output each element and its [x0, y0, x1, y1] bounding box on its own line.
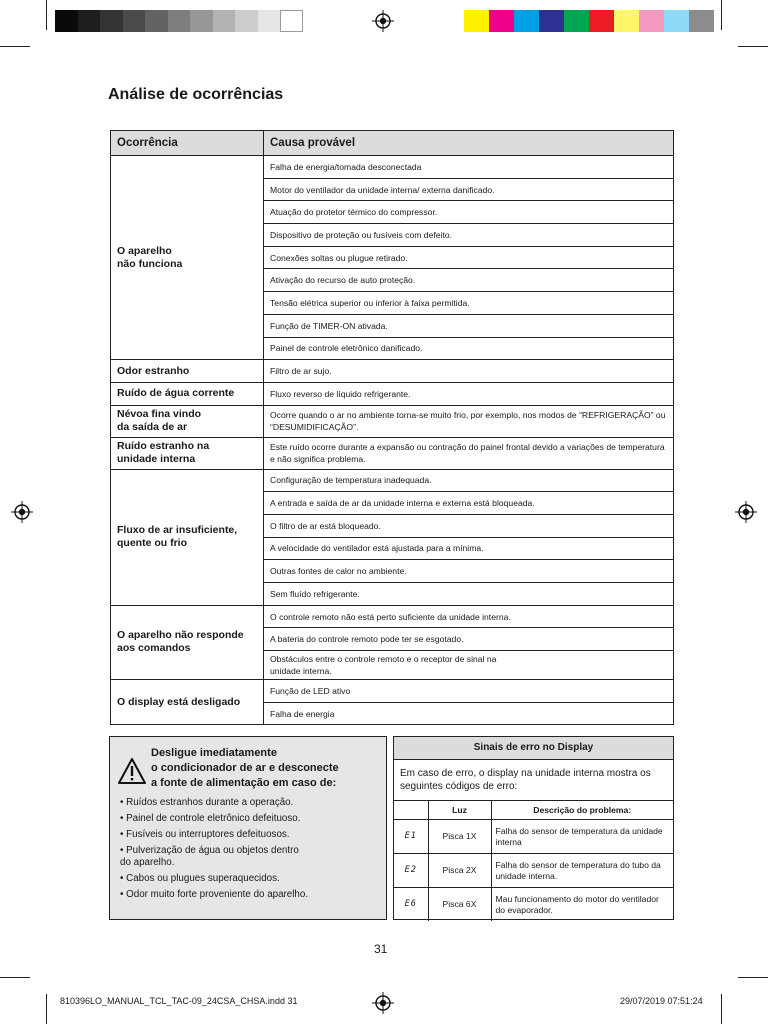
- warning-item: • Odor muito forte proveniente do aparelho.: [120, 889, 309, 900]
- occurrence-cell: Odor estranho: [111, 360, 264, 383]
- process-swatch: [489, 10, 514, 32]
- registration-mark-icon: [11, 501, 33, 523]
- cause-cell: Este ruído ocorre durante a expansão ou contração do painel frontal devido a variações de temperatura e não significa problema.: [264, 437, 674, 469]
- table-row: [111, 156, 674, 179]
- occurrence-cell: Ruído estranho na unidade interna: [111, 437, 264, 469]
- cause-cell: Função de TIMER-ON ativada.: [264, 314, 674, 337]
- cause-cell: Filtro de ar sujo.: [264, 360, 674, 383]
- process-swatch: [639, 10, 664, 32]
- cause-cell: Conexões soltas ou plugue retirado.: [264, 246, 674, 269]
- warning-item: • Painel de controle eletrônico defeituoso.: [120, 813, 301, 824]
- occurrence-cell: Fluxo de ar insuficiente, quente ou frio: [111, 469, 264, 605]
- occurrence-cell: O aparelho não responde aos comandos: [111, 605, 264, 679]
- error-code: E2: [394, 854, 428, 888]
- description-column-header: Descrição do problema:: [491, 801, 673, 820]
- cause-cell: Sem fluído refrigerante.: [264, 583, 674, 606]
- gray-swatch: [168, 10, 191, 32]
- light-column-header: Luz: [428, 801, 491, 820]
- cause-cell: A bateria do controle remoto pode ter se esgotado.: [264, 628, 674, 651]
- crop-mark: [0, 977, 30, 978]
- gray-swatch: [100, 10, 123, 32]
- occurrence-cell: O display está desligado: [111, 680, 264, 725]
- error-signals-box: [393, 736, 674, 920]
- error-code: E6: [394, 888, 428, 922]
- error-light: Pisca 2X: [428, 854, 491, 888]
- cause-cell: Fluxo reverso de líquido refrigerante.: [264, 382, 674, 405]
- cause-cell: A entrada e saída de ar da unidade interna e externa está bloqueada.: [264, 492, 674, 515]
- cause-cell: O controle remoto não está perto suficiente da unidade interna.: [264, 605, 674, 628]
- cause-cell: Configuração de temperatura inadequada.: [264, 469, 674, 492]
- cause-cell: Outras fontes de calor no ambiente.: [264, 560, 674, 583]
- cause-cell: Painel de controle eletrônico danificado.: [264, 337, 674, 360]
- table-row: [111, 405, 674, 437]
- crop-mark: [0, 46, 30, 47]
- error-light: Pisca 6X: [428, 888, 491, 922]
- warning-item: • Pulverização de água ou objetos dentro do aparelho.: [120, 845, 299, 868]
- cause-cell: Dispositivo de proteção ou fusíveis com defeito.: [264, 224, 674, 247]
- error-signals-title: Sinais de erro no Display: [394, 737, 673, 760]
- table-row: [111, 382, 674, 405]
- error-code-row: [394, 888, 673, 922]
- column-header-occurrence: Ocorrência: [111, 131, 264, 156]
- error-codes-table: [394, 800, 673, 921]
- error-description: Falha do sensor de temperatura do tubo da unidade interna.: [491, 854, 673, 888]
- process-swatch: [664, 10, 689, 32]
- process-swatch: [589, 10, 614, 32]
- gray-swatch: [78, 10, 101, 32]
- crop-mark: [721, 0, 722, 30]
- cause-cell: Ativação do recurso de auto proteção.: [264, 269, 674, 292]
- registration-mark-icon: [735, 501, 757, 523]
- gray-swatch: [280, 10, 303, 32]
- cause-cell: O filtro de ar está bloqueado.: [264, 514, 674, 537]
- error-code: E1: [394, 820, 428, 854]
- cause-cell: Função de LED ativo: [264, 680, 674, 703]
- registration-mark-icon: [372, 992, 394, 1014]
- page-number: 31: [374, 942, 388, 956]
- occurrence-cell: Ruído de água corrente: [111, 382, 264, 405]
- error-signals-intro: Em caso de erro, o display na unidade interna mostra os seguintes códigos de erro:: [400, 768, 651, 792]
- gray-swatch: [55, 10, 78, 32]
- cause-cell: Ocorre quando o ar no ambiente torna-se muito frio, por exemplo, nos modos de “REFRIGERAÇÃO” ou “DESUMIDIFICAÇÃO”.: [264, 405, 674, 437]
- cause-cell: Motor do ventilador da unidade interna/ externa danificado.: [264, 178, 674, 201]
- table-row: [111, 360, 674, 383]
- error-code-row: [394, 854, 673, 888]
- process-swatch: [464, 10, 489, 32]
- cause-cell: Obstáculos entre o controle remoto e o receptor de sinal na unidade interna.: [264, 651, 674, 680]
- crop-mark: [46, 0, 47, 30]
- gray-swatch: [213, 10, 236, 32]
- registration-mark-icon: [372, 10, 394, 32]
- occurrence-cell: Névoa fina vindo da saída de ar: [111, 405, 264, 437]
- warning-icon: [117, 757, 147, 785]
- gray-swatch: [235, 10, 258, 32]
- process-swatch: [539, 10, 564, 32]
- error-code-row: [394, 820, 673, 854]
- cause-cell: Tensão elétrica superior ou inferior à faixa permitida.: [264, 292, 674, 315]
- warning-item: • Fusíveis ou interruptores defeituosos.: [120, 829, 290, 840]
- process-swatch: [689, 10, 714, 32]
- warning-list: [120, 797, 384, 905]
- page-title: Análise de ocorrências: [108, 86, 284, 103]
- error-light: Pisca 1X: [428, 820, 491, 854]
- crop-mark: [738, 977, 768, 978]
- occurrence-cell: O aparelho não funciona: [111, 156, 264, 360]
- code-column-header: [394, 801, 428, 820]
- crop-mark: [721, 994, 722, 1024]
- gray-swatch: [123, 10, 146, 32]
- cause-cell: Falha de energia: [264, 702, 674, 725]
- cause-cell: A velocidade do ventilador está ajustada para a mínima.: [264, 537, 674, 560]
- crop-mark: [46, 994, 47, 1024]
- gray-swatch: [190, 10, 213, 32]
- slug-datetime: 29/07/2019 07:51:24: [620, 996, 703, 1006]
- gray-swatch: [145, 10, 168, 32]
- occurrence-table: [110, 130, 674, 725]
- process-swatch: [614, 10, 639, 32]
- gray-swatch: [258, 10, 281, 32]
- column-header-cause: Causa provável: [264, 131, 674, 156]
- table-row: [111, 680, 674, 703]
- process-swatch: [514, 10, 539, 32]
- table-row: [111, 469, 674, 492]
- error-description: Falha do sensor de temperatura da unidade interna: [491, 820, 673, 854]
- cause-cell: Atuação do protetor térmico do compressor.: [264, 201, 674, 224]
- slug-filename: 810396LO_MANUAL_TCL_TAC-09_24CSA_CHSA.indd 31: [60, 996, 298, 1006]
- table-row: [111, 605, 674, 628]
- warning-heading: Desligue imediatamente o condicionador de ar e desconecte a fonte de alimentação em caso de:: [151, 747, 339, 789]
- process-swatch: [564, 10, 589, 32]
- cause-cell: Falha de energia/tomada desconectada: [264, 156, 674, 179]
- error-description: Mau funcionamento do motor do ventilador do evaporador.: [491, 888, 673, 922]
- table-row: [111, 437, 674, 469]
- warning-box: [109, 736, 387, 920]
- crop-mark: [738, 46, 768, 47]
- warning-item: • Ruídos estranhos durante a operação.: [120, 797, 294, 808]
- warning-item: • Cabos ou plugues superaquecidos.: [120, 873, 280, 884]
